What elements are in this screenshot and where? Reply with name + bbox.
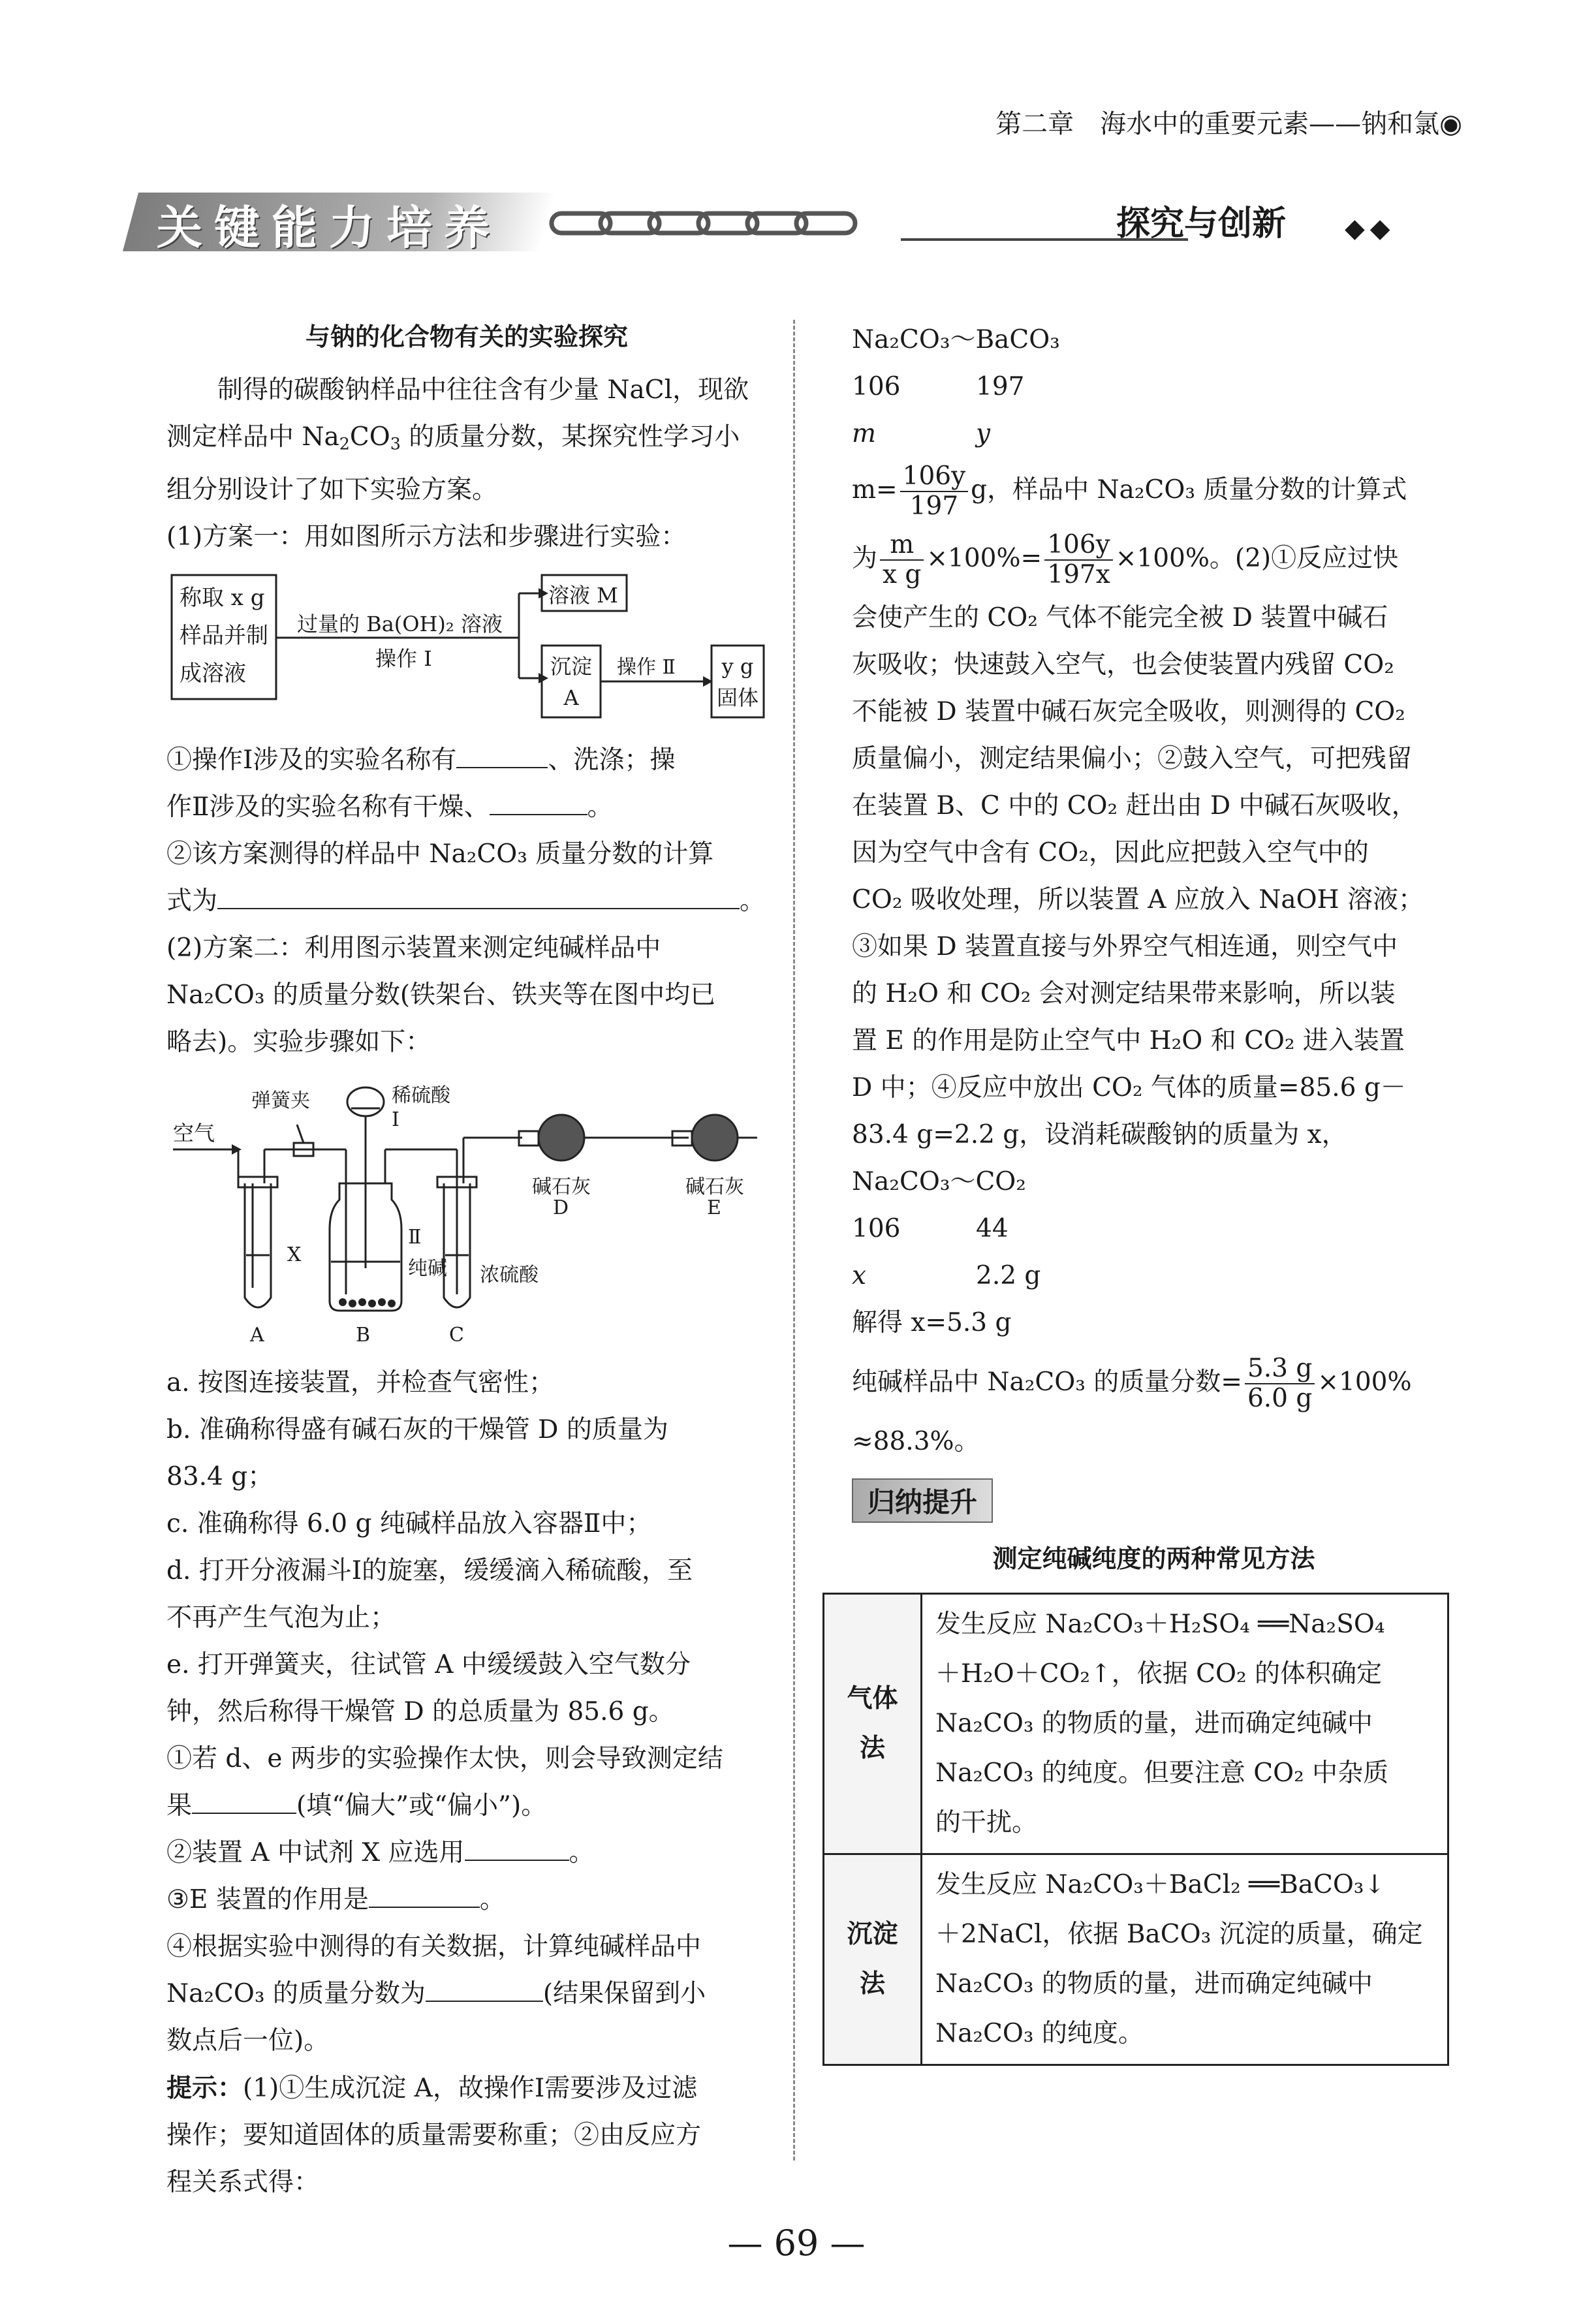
answer-blank[interactable] xyxy=(465,1836,569,1861)
fraction: $\frac{106y}{197x}$ xyxy=(1044,531,1112,589)
question-line: ②该方案测得的样品中 Na₂CO₃ 质量分数的计算 xyxy=(166,839,714,869)
label-air: 空气 xyxy=(173,1121,215,1146)
question-line: ①若 d、e 两步的实验操作太快，则会导致测定结 xyxy=(166,1744,723,1774)
plan-two-line: (2)方案二：利用图示装置来测定纯碱样品中 xyxy=(166,933,661,963)
flow-solution-m: 溶液 M xyxy=(548,583,618,608)
intro-line: 制得的碳酸钠样品中往往含有少量 NaCl，现欲 xyxy=(217,375,749,405)
banner-title: 关键能力培养 xyxy=(157,201,501,255)
intro-line: 测定样品中 $Na_2CO_3$ 的质量分数，某探究性学习小 xyxy=(166,422,740,454)
step-line: d. 打开分液漏斗Ⅰ的旋塞，缓缓滴入稀硫酸，至 xyxy=(166,1556,693,1586)
hint-label: 提示： xyxy=(166,2073,243,2104)
answer-blank[interactable] xyxy=(490,790,587,815)
relation-row: 106 44 xyxy=(852,1214,1009,1243)
label-conc-acid: 浓硫酸 xyxy=(480,1264,539,1287)
question-line: Na₂CO₃ 的质量分数为 (结果保留到小 xyxy=(166,1971,767,2018)
answer-line: 不能被 D 装置中碱石灰完全吸收，则测得的 CO₂ xyxy=(852,697,1405,726)
apparatus-drawing xyxy=(166,1072,767,1353)
fraction: $\frac{106y}{197}$ xyxy=(900,462,968,521)
label-x: X xyxy=(287,1243,302,1267)
relation-line: Na₂CO₃～CO₂ xyxy=(852,1167,1026,1196)
method-name: 沉淀法 xyxy=(824,1854,922,2065)
relation-row: m y xyxy=(852,419,991,448)
banner-subtitle: 探究与创新 xyxy=(1116,204,1287,243)
hint-line: 程关系式得： xyxy=(166,2168,320,2198)
flow-precipitate-a: 沉淀 A xyxy=(550,654,593,711)
answer-line: 灰吸收；快速鼓入空气，也会使装置内残留 CO₂ xyxy=(852,650,1394,679)
relation-row: x 2.2 g xyxy=(852,1261,1041,1290)
solve-line: 解得 x=5.3 g xyxy=(852,1308,1012,1337)
table-title: 测定纯碱纯度的两种常见方法 xyxy=(992,1544,1315,1573)
hint-line: 提示：(1)①生成沉淀 A，故操作Ⅰ需要涉及过滤 xyxy=(166,2073,698,2104)
label-lime-d: 碱石灰 xyxy=(532,1176,591,1199)
label-funnel-i: Ⅰ xyxy=(392,1108,399,1132)
fraction: $\frac{m}{\text{x g}}$ xyxy=(880,531,924,589)
label-a: A xyxy=(250,1324,264,1347)
flow-op1-label: 操作 Ⅰ xyxy=(375,646,432,672)
answer-line: 置 E 的作用是防止空气中 H₂O 和 CO₂ 进入装置 xyxy=(852,1026,1405,1055)
answer-blank[interactable] xyxy=(426,1977,543,2002)
chain-decoration-icon xyxy=(548,207,901,240)
answer-blank[interactable] xyxy=(456,743,548,768)
table-row xyxy=(824,1854,1448,2065)
question-line: ③E 装置的作用是 。 xyxy=(166,1877,767,1924)
table-row xyxy=(824,1594,1448,1854)
hint-line: 操作；要知道固体的质量需要称重；②由反应方 xyxy=(166,2121,702,2151)
flow-diagram xyxy=(166,567,767,724)
answer-blank[interactable] xyxy=(369,1883,480,1908)
relation-row: 106 197 xyxy=(852,372,1025,401)
question-line: 作Ⅱ涉及的实验名称有干燥、 。 xyxy=(166,784,767,831)
answer-line: ③如果 D 装置直接与外界空气相连通，则空气中 xyxy=(852,932,1398,961)
methods-table xyxy=(822,1593,1449,2066)
flow-sample-box: 称取 x g 样品并制 成溶液 xyxy=(180,585,268,687)
right-column xyxy=(847,317,1456,2066)
label-lime-e: 碱石灰 xyxy=(685,1176,744,1199)
method-description: 发生反应 Na₂CO₃＋H₂SO₄ ══Na₂SO₄ ＋H₂O＋CO₂↑，依据 CO₂ 的体积确定 Na₂CO₃ 的物质的量，进而确定纯碱中 Na₂CO₃ 的纯度。但要注意 CO₂ 中杂质 的干扰。 xyxy=(922,1594,1448,1854)
section-title: 与钠的化合物有关的实验探究 xyxy=(305,322,628,351)
summary-tag: 归纳提升 xyxy=(852,1478,993,1523)
step-line: 83.4 g； xyxy=(166,1462,274,1492)
section-banner xyxy=(131,186,1456,268)
label-soda: 纯碱 xyxy=(408,1257,447,1281)
label-c: C xyxy=(449,1324,464,1347)
answer-blank[interactable] xyxy=(192,1789,296,1814)
column-divider xyxy=(793,320,795,2160)
answer-line: 83.4 g=2.2 g，设消耗碳酸钠的质量为 x， xyxy=(852,1120,1347,1149)
step-line: c. 准确称得 6.0 g 纯碱样品放入容器Ⅱ中； xyxy=(166,1509,652,1539)
intro-line: 组分别设计了如下实验方案。 xyxy=(166,475,498,505)
question-line: ④根据实验中测得的有关数据，计算纯碱样品中 xyxy=(166,1932,702,1962)
answer-line: 的 H₂O 和 CO₂ 会对测定结果带来影响，所以装 xyxy=(852,979,1396,1008)
method-name: 气体法 xyxy=(824,1594,922,1854)
question-line: ②装置 A 中试剂 X 应选用 。 xyxy=(166,1830,767,1877)
step-line: 钟，然后称得干燥管 D 的总质量为 85.6 g。 xyxy=(166,1697,674,1727)
label-spring-clip: 弹簧夹 xyxy=(251,1089,310,1113)
step-line: b. 准确称得盛有碱石灰的干燥管 D 的质量为 xyxy=(166,1415,668,1445)
plan-one-heading: (1)方案一：用如图所示方法和步骤进行实验： xyxy=(166,522,687,552)
label-d: D xyxy=(553,1196,569,1220)
answer-line: CO₂ 吸收处理，所以装置 A 应放入 NaOH 溶液； xyxy=(852,885,1424,914)
method-description: 发生反应 Na₂CO₃＋BaCl₂ ══BaCO₃↓ ＋2NaCl，依据 BaCO₃ 沉淀的质量，确定 Na₂CO₃ 的物质的量，进而确定纯碱中 Na₂CO₃ 的纯度。 xyxy=(922,1854,1448,2065)
plan-two-line: 略去)。实验步骤如下： xyxy=(166,1027,431,1057)
label-dilute-acid: 稀硫酸 xyxy=(392,1084,450,1108)
label-b: B xyxy=(356,1324,371,1347)
flow-solid: y g 固体 xyxy=(716,654,759,711)
step-line: a. 按图连接装置，并检查气密性； xyxy=(166,1368,555,1398)
formula-line: m= $\frac{106y}{197}$ g，样品中 Na₂CO₃ 质量分数的计算式 xyxy=(852,461,1407,521)
approx-line: ≈88.3%。 xyxy=(852,1427,980,1456)
answer-line: 在装置 B、C 中的 CO₂ 赶出由 D 中碱石灰吸收， xyxy=(852,791,1417,820)
question-line: 数点后一位)。 xyxy=(166,2026,330,2056)
flow-op2-label: 操作 Ⅱ xyxy=(617,656,676,679)
label-vessel-ii: Ⅱ xyxy=(408,1226,422,1249)
left-column xyxy=(166,317,767,2206)
diamond-icon: ◆◆ xyxy=(1345,213,1396,243)
answer-line: 因为空气中含有 CO₂，因此应把鼓入空气中的 xyxy=(852,838,1369,867)
answer-line: D 中；④反应中放出 CO₂ 气体的质量=85.6 g－ xyxy=(852,1073,1406,1102)
flow-reagent-label: 过量的 Ba(OH)₂ 溶液 xyxy=(297,612,503,637)
answer-blank[interactable] xyxy=(217,884,740,909)
label-e: E xyxy=(707,1196,721,1220)
apparatus-diagram xyxy=(166,1072,767,1353)
plan-two-line: Na₂CO₃ 的质量分数(铁架台、铁夹等在图中均已 xyxy=(166,980,716,1010)
answer-line: 会使产生的 CO₂ 气体不能完全被 D 装置中碱石 xyxy=(852,603,1388,632)
formula-line: 为 $\frac{m}{\text{x g}}$ ×100%= $\frac{106y}{197x}$ ×100%。(2)①反应过快 xyxy=(852,530,1399,589)
relation-line: Na₂CO₃～BaCO₃ xyxy=(852,325,1060,354)
question-line: 式为 。 xyxy=(166,878,767,925)
step-line: 不再产生气泡为止； xyxy=(166,1603,396,1633)
page-number: — 69 — xyxy=(727,2222,866,2264)
chapter-header: 第二章 海水中的重要元素——钠和氯◉ xyxy=(995,109,1462,139)
purity-line: 纯碱样品中 Na₂CO₃ 的质量分数= $\frac{5.3 g}{6.0 g}$ ×100% xyxy=(852,1354,1412,1413)
question-line: 果 (填“偏大”或“偏小”)。 xyxy=(166,1783,767,1830)
step-line: e. 打开弹簧夹，往试管 A 中缓缓鼓入空气数分 xyxy=(166,1650,691,1680)
answer-line: 质量偏小，测定结果偏小；②鼓入空气，可把残留 xyxy=(852,744,1413,773)
question-line: ①操作Ⅰ涉及的实验名称有 、洗涤；操 xyxy=(166,737,767,784)
fraction: $\frac{5.3 g}{6.0 g}$ xyxy=(1245,1354,1315,1413)
